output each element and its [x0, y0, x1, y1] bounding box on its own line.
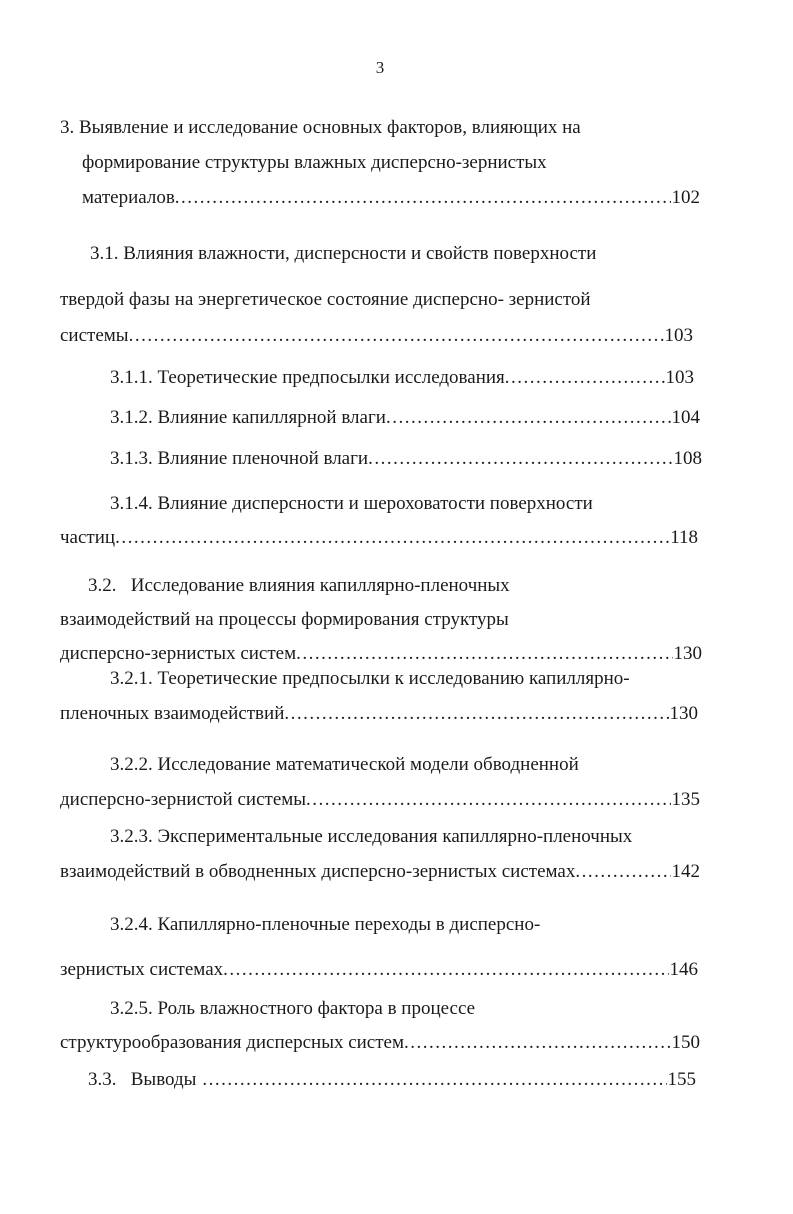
toc-entry-line: твердой фазы на энергетическое состояние дисперсно- зернистой — [60, 289, 591, 310]
toc-entry-line: 3.2.2. Исследование математической модели обводненной — [110, 754, 579, 775]
dot-leader — [505, 367, 665, 389]
toc-entry-leader — [82, 187, 700, 209]
toc-entry-leader — [88, 1069, 696, 1091]
toc-page-number: 103 — [665, 367, 694, 388]
toc-entry-title: системы — [60, 325, 129, 346]
dot-leader — [129, 325, 664, 347]
dot-leader — [284, 703, 668, 725]
toc-entry-leader — [60, 1032, 700, 1054]
toc-entry-line: 3. Выявление и исследование основных факторов, влияющих на — [60, 117, 581, 138]
toc-entry-leader — [60, 643, 702, 665]
toc-entry-leader — [60, 861, 700, 883]
toc-page-number: 103 — [664, 325, 693, 346]
toc-entry-leader — [110, 448, 702, 470]
toc-entry-title: дисперсно-зернистой системы — [60, 789, 307, 810]
toc-entry-title: дисперсно-зернистых систем — [60, 643, 297, 664]
toc-entry-line: 3.2.5. Роль влажностного фактора в процессе — [110, 998, 476, 1019]
toc-entry-title: 3.3. Выводы — [88, 1069, 197, 1090]
toc-entry-title: 3.1.3. Влияние пленочной влаги — [110, 448, 369, 469]
dot-leader — [386, 407, 671, 429]
dot-leader — [296, 643, 672, 665]
toc-entry-title: 3.1.2. Влияние капиллярной влаги — [110, 407, 386, 428]
dot-leader — [368, 448, 672, 470]
toc-page-number: 130 — [669, 703, 698, 724]
toc-entry-title: материалов — [82, 187, 175, 208]
toc-page-number: 135 — [671, 789, 700, 810]
dot-leader — [404, 1032, 670, 1054]
toc-page-number: 108 — [673, 448, 702, 469]
toc-entry-line: формирование структуры влажных дисперсно-зернистых — [82, 152, 547, 173]
toc-entry-line: 3.1.4. Влияние дисперсности и шероховатости поверхности — [110, 493, 593, 514]
dot-leader — [175, 187, 671, 209]
toc-page-number: 118 — [670, 527, 698, 548]
toc-page-number: 142 — [671, 861, 700, 882]
toc-page-number: 104 — [671, 407, 700, 428]
dot-leader — [202, 1069, 666, 1091]
toc-entry-leader — [60, 959, 698, 981]
toc-entry-title: зернистых системах — [60, 959, 224, 980]
toc-entry-leader — [110, 407, 700, 429]
toc-entry-title: пленочных взаимодействий — [60, 703, 285, 724]
toc-entry-line: 3.2.1. Теоретические предпосылки к исследованию капиллярно- — [110, 668, 630, 689]
toc-entry-leader — [60, 703, 698, 725]
dot-leader — [306, 789, 670, 811]
toc-entry-leader — [60, 789, 700, 811]
toc-entry-line: 3.2.4. Капиллярно-пленочные переходы в дисперсно- — [110, 914, 541, 935]
toc-entry-line: 3.2. Исследование влияния капиллярно-пленочных — [88, 575, 510, 596]
toc-page-number: 146 — [669, 959, 698, 980]
dot-leader — [223, 959, 668, 981]
toc-page-number: 130 — [673, 643, 702, 664]
toc-entry-title: 3.1.1. Теоретические предпосылки исследования — [110, 367, 505, 388]
toc-entry-line: взаимодействий на процессы формирования структуры — [60, 609, 509, 630]
toc-entry-line: 3.2.3. Экспериментальные исследования капиллярно-пленочных — [110, 826, 633, 847]
toc-entry-title: структурообразования дисперсных систем — [60, 1032, 405, 1053]
toc-entry-line: 3.1. Влияния влажности, дисперсности и свойств поверхности — [90, 243, 597, 264]
dot-leader — [115, 527, 669, 549]
toc-entry-leader — [60, 527, 698, 549]
toc-page-number: 102 — [671, 187, 700, 208]
toc-entry-leader — [60, 325, 693, 347]
dot-leader — [575, 861, 670, 883]
toc-entry-leader — [110, 367, 694, 389]
page-number: 3 — [375, 58, 385, 77]
toc-entry-title: взаимодействий в обводненных дисперсно-зернистых системах — [60, 861, 576, 882]
toc-entry-title: частиц — [60, 527, 116, 548]
toc-page-number: 150 — [671, 1032, 700, 1053]
toc-page-number: 155 — [667, 1069, 696, 1090]
